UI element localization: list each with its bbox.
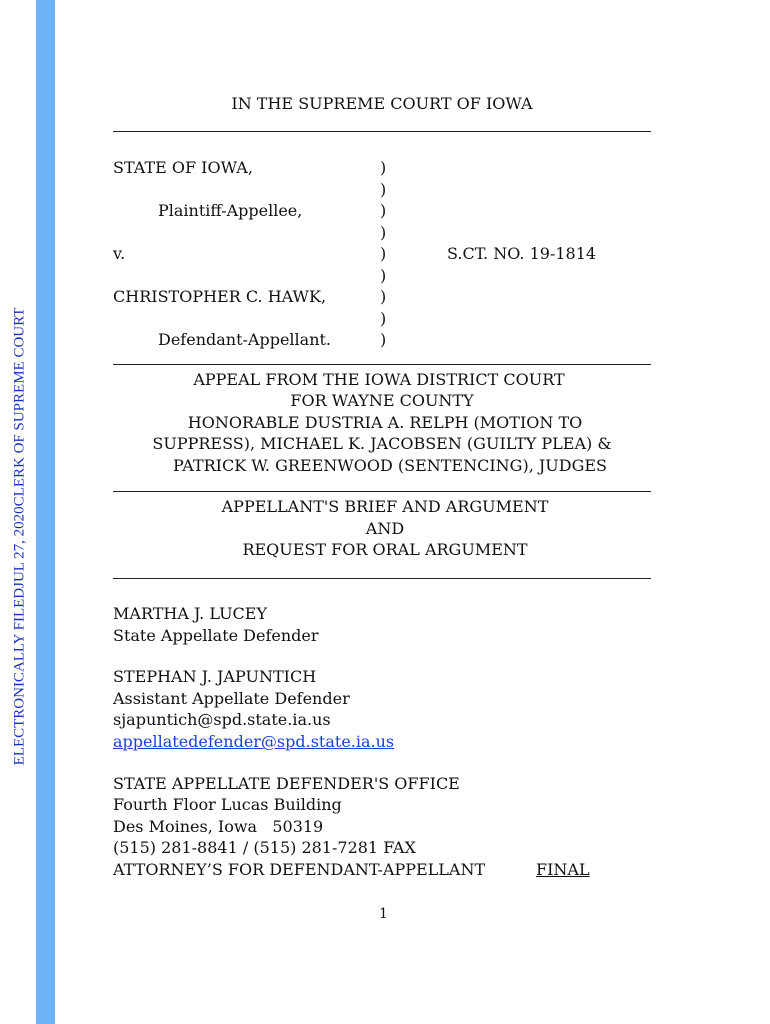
email-link[interactable]: appellatedefender@spd.state.ia.us <box>113 732 395 751</box>
office-city: Des Moines, Iowa 50319 <box>113 817 324 836</box>
page-number: 1 <box>379 906 388 922</box>
plaintiff-role: Plaintiff-Appellee, <box>158 201 303 220</box>
office-phone: (515) 281-8841 / (515) 281-7281 FAX <box>113 838 416 857</box>
defendant-name: CHRISTOPHER C. HAWK, <box>113 287 327 306</box>
office-name: STATE APPELLATE DEFENDER'S OFFICE <box>113 774 460 793</box>
brief-line-3: REQUEST FOR ORAL ARGUMENT <box>242 540 528 559</box>
appeal-line-2: FOR WAYNE COUNTY <box>290 391 474 410</box>
case-number: S.CT. NO. 19-1814 <box>447 244 597 263</box>
office-building: Fourth Floor Lucas Building <box>113 795 342 814</box>
counsel-title-2: Assistant Appellate Defender <box>113 689 350 708</box>
counsel-title-1: State Appellate Defender <box>113 626 319 645</box>
appeal-line-3: HONORABLE DUSTRIA A. RELPH (MOTION TO <box>187 413 583 432</box>
divider-2 <box>113 364 651 365</box>
appeal-line-4: SUPPRESS), MICHAEL K. JACOBSEN (GUILTY PLEA) & <box>152 434 612 453</box>
caption-paren: ) <box>380 244 387 263</box>
divider-1 <box>113 131 651 132</box>
divider-4 <box>113 578 651 579</box>
appeal-line-5: PATRICK W. GREENWOOD (SENTENCING), JUDGES <box>172 456 608 475</box>
caption-paren: ) <box>380 180 387 199</box>
plaintiff-name: STATE OF IOWA, <box>113 158 253 177</box>
counsel-name-2: STEPHAN J. JAPUNTICH <box>113 667 317 686</box>
divider-3 <box>113 491 651 492</box>
counsel-name-1: MARTHA J. LUCEY <box>113 604 268 623</box>
versus: v. <box>113 244 126 263</box>
caption-paren: ) <box>380 201 387 220</box>
stamp-date: JUL 27, 2020 <box>11 505 28 588</box>
counsel-email-2[interactable] <box>113 732 394 752</box>
filing-stamp <box>9 230 31 842</box>
brief-line-2: AND <box>365 519 405 538</box>
filing-sidebar-stripe <box>36 0 55 1024</box>
caption-paren: ) <box>380 287 387 306</box>
caption-paren: ) <box>380 158 387 177</box>
final-label: FINAL <box>536 860 590 879</box>
counsel-email-1: sjapuntich@spd.state.ia.us <box>113 710 331 729</box>
stamp-filed: ELECTRONICALLY FILED <box>11 587 28 765</box>
brief-line-1: APPELLANT'S BRIEF AND ARGUMENT <box>221 497 549 516</box>
caption-paren: ) <box>380 266 387 285</box>
defendant-role: Defendant-Appellant. <box>158 330 332 349</box>
court-heading: IN THE SUPREME COURT OF IOWA <box>231 94 533 113</box>
appeal-line-1: APPEAL FROM THE IOWA DISTRICT COURT <box>193 370 565 389</box>
caption-paren: ) <box>380 223 387 242</box>
caption-paren: ) <box>380 330 387 349</box>
caption-paren: ) <box>380 309 387 328</box>
stamp-clerk: CLERK OF SUPREME COURT <box>11 307 28 506</box>
attorneys-for: ATTORNEY’S FOR DEFENDANT-APPELLANT <box>113 860 486 879</box>
